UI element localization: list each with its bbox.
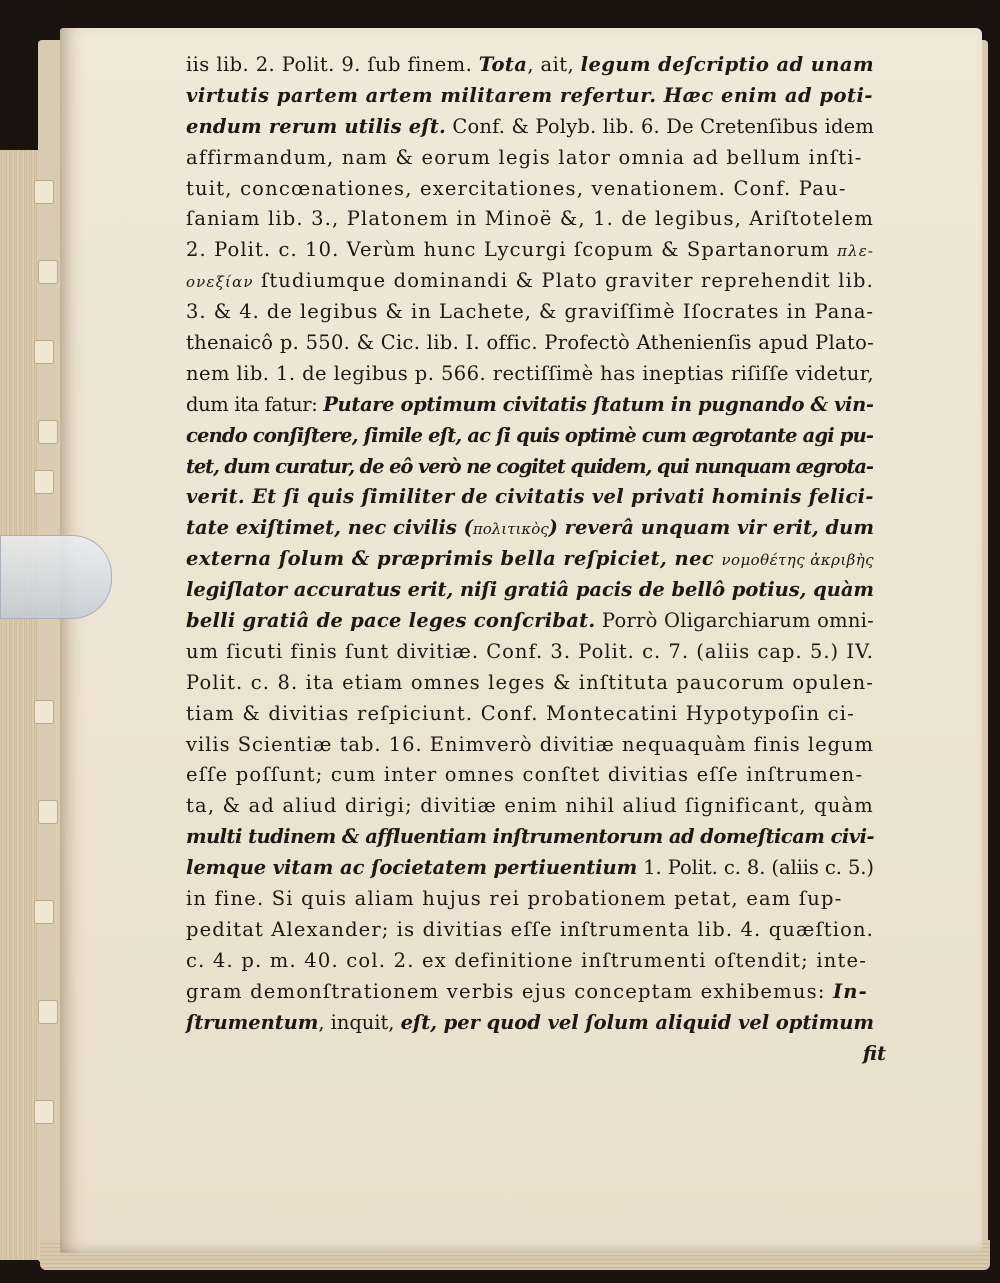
text-segment: 3. & 4. de legibus & in Lachete, & graviſſimè Iſocrates in Pana- <box>186 300 874 324</box>
text-line <box>186 730 886 761</box>
text-segment: tuit, concœnationes, exercitationes, venationem. Conf. Pau- <box>186 176 847 200</box>
italic-text: In- <box>832 979 868 1003</box>
page-tab <box>34 1100 54 1124</box>
greek-text: νομοθέτης ἀκριβὴς <box>721 551 874 570</box>
text-line <box>186 668 886 699</box>
text-segment: Conf. & Polyb. lib. 6. De Cretenſibus idem <box>445 114 874 138</box>
text-line <box>186 760 886 791</box>
italic-text: verit. Et ſi quis ſimiliter de civitatis vel privati hominis felici- <box>186 485 874 509</box>
text-line <box>186 699 886 730</box>
page-tab <box>34 470 54 494</box>
page-tab <box>34 900 54 924</box>
text-segment: , inquit, <box>318 1010 401 1034</box>
text-line <box>186 884 886 915</box>
italic-text: cendo conſiſtere, ſimile eſt, ac ſi quis optimè cum ægrotante agi pu- <box>186 423 874 447</box>
text-segment: dum ita fatur: <box>186 392 324 416</box>
text-line <box>186 637 886 668</box>
text-line <box>186 297 886 328</box>
italic-text: legum deſcriptio ad unam <box>580 53 874 76</box>
italic-text: ) reverâ unquam vir erit, dum <box>548 516 874 540</box>
text-line <box>186 81 886 112</box>
text-segment: in fine. Si quis aliam hujus rei probationem petat, eam ſup- <box>186 887 843 911</box>
text-segment: vilis Scientiæ tab. 16. Enimverò divitiæ nequaquàm finis legum <box>186 732 874 756</box>
text-line <box>186 791 886 822</box>
text-segment: iis lib. 2. Polit. 9. ſub finem. <box>186 53 479 76</box>
text-segment: , ait, <box>527 53 581 76</box>
text-segment: 2. Polit. c. 10. Verùm hunc Lycurgi ſcopum & Spartanorum <box>186 238 838 262</box>
text-line <box>186 421 886 452</box>
italic-text: multi tudinem & affluentiam inſtrumentorum ad domeſticam civi- <box>186 825 874 849</box>
greek-text: ονεξίαν <box>186 273 254 292</box>
text-line <box>186 915 886 946</box>
page-tab <box>34 180 54 204</box>
text-line <box>186 328 886 359</box>
text-line <box>186 112 886 143</box>
italic-text: lemque vitam ac ſocietatem pertiuentium <box>186 856 638 880</box>
text-line <box>186 575 886 606</box>
text-segment: affirmandum, nam & eorum legis lator omnia ad bellum inſti- <box>186 145 863 169</box>
text-segment: thenaicô p. 550. & Cic. lib. I. offic. Profectò Athenienſis apud Plato- <box>186 331 874 355</box>
text-line <box>186 390 886 421</box>
italic-text: eſt, per quod vel ſolum aliquid vel optimum <box>400 1010 874 1034</box>
text-segment: ta, & ad aliud dirigi; divitiæ enim nihil aliud ſignificant, quàm <box>186 794 874 818</box>
italic-text: legiſlator accuratus erit, niſi gratiâ pacis de bellô potius, quàm <box>186 578 874 602</box>
italic-text: Putare optimum civitatis ſtatum in pugnando & vin- <box>323 392 874 416</box>
text-segment: um ſicuti finis ſunt divitiæ. Conf. 3. Polit. c. 7. (aliis cap. 5.) IV. <box>186 639 874 663</box>
text-line <box>186 266 886 297</box>
text-segment: Porrò Oligarchiarum omni- <box>595 609 874 633</box>
italic-text: Tota <box>478 53 528 76</box>
text-line <box>186 946 886 977</box>
italic-text: belli gratiâ de pace leges conſcribat. <box>186 609 596 633</box>
greek-text: πολιτικὸς <box>472 520 549 539</box>
text-line <box>186 174 886 205</box>
page-clip <box>0 535 112 619</box>
catchword-text: fit <box>862 1041 886 1065</box>
text-line <box>186 204 886 235</box>
text-segment: ſaniam lib. 3., Platonem in Minoë &, 1. de legibus, Ariſtotelem <box>186 207 874 231</box>
italic-text: ſtrumentum <box>186 1010 319 1034</box>
page-tab <box>38 1000 58 1024</box>
page-tab <box>38 800 58 824</box>
text-segment: nem lib. 1. de legibus p. 566. rectiſſimè has ineptias riſiſſe videtur, <box>186 361 874 385</box>
text-line <box>186 359 886 390</box>
text-line <box>186 822 886 853</box>
text-line <box>186 452 886 483</box>
page-tab <box>34 340 54 364</box>
italic-text: virtutis partem artem militarem refertur. Hæc enim ad poti- <box>186 83 874 107</box>
text-line <box>186 235 886 266</box>
text-segment: eſſe poſſunt; cum inter omnes conſtet divitias eſſe inſtrumen- <box>186 763 864 787</box>
greek-text: πλε- <box>837 242 874 261</box>
text-line <box>186 143 886 174</box>
text-segment: c. 4. p. m. 40. col. 2. ex definitione inſtrumenti oſtendit; inte- <box>186 948 868 972</box>
page-tab <box>38 420 58 444</box>
text-line <box>186 1008 886 1039</box>
text-line <box>186 482 886 513</box>
text-segment: 1. Polit. c. 8. (aliis c. 5.) <box>637 856 874 880</box>
italic-text: tet, dum curatur, de eô verò ne cogitet quidem, qui nunquam ægrota- <box>186 454 873 478</box>
text-line <box>186 977 886 1008</box>
text-line <box>186 50 886 81</box>
text-segment: tiam & divitias reſpiciunt. Conf. Montecatini Hypotypoſin ci- <box>186 701 855 725</box>
page-text <box>186 50 886 1069</box>
italic-text: tate exiſtimet, nec civilis ( <box>186 516 473 540</box>
italic-text: externa ſolum & præprimis bella reſpiciet, nec <box>186 547 722 571</box>
text-line <box>186 853 886 884</box>
text-segment: Polit. c. 8. ita etiam omnes leges & inſtituta paucorum opulen- <box>186 670 874 694</box>
page-tab <box>34 700 54 724</box>
text-line <box>186 606 886 637</box>
text-line <box>186 513 886 544</box>
page-tab <box>38 260 58 284</box>
text-segment: gram demonſtrationem verbis ejus conceptam exhibemus: <box>186 979 833 1003</box>
catchword <box>186 1039 886 1070</box>
text-segment: peditat Alexander; is divitias eſſe inſtrumenta lib. 4. quæſtion. <box>186 917 874 941</box>
italic-text: endum rerum utilis eſt. <box>186 114 446 138</box>
text-line <box>186 544 886 575</box>
text-segment: ſtudiumque dominandi & Plato graviter reprehendit lib. <box>253 269 874 293</box>
